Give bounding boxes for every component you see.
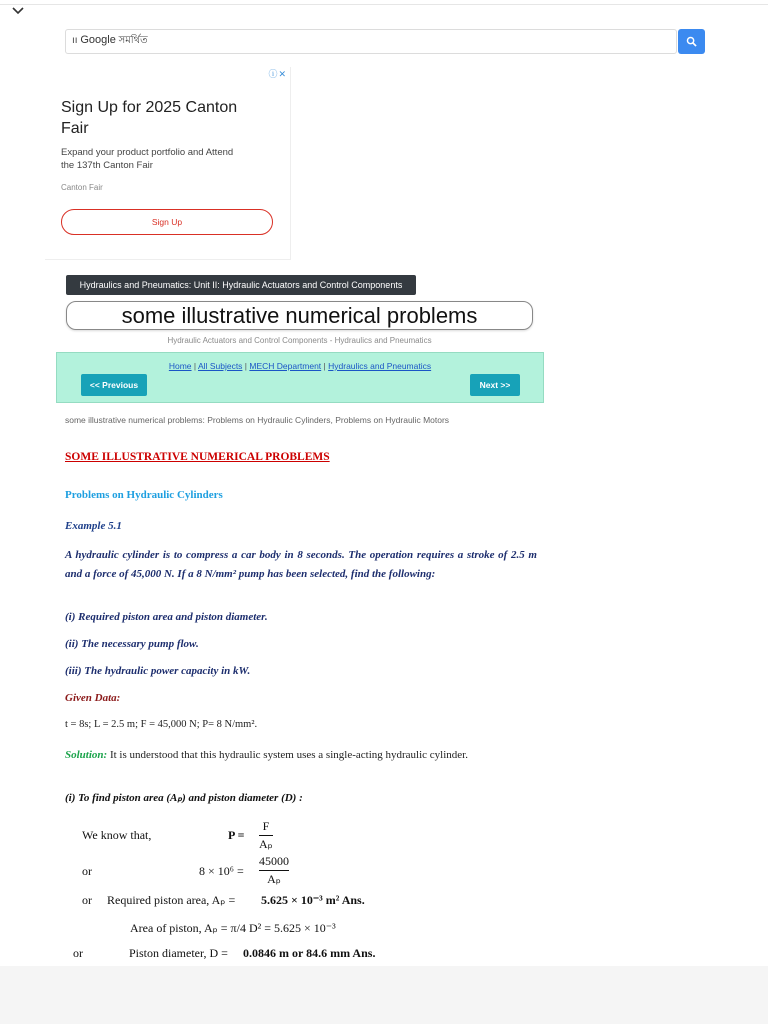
eq-or: or xyxy=(82,864,92,878)
given-data-label: Given Data: xyxy=(65,692,121,704)
search-button[interactable] xyxy=(678,29,705,54)
question-item: (ii) The necessary pump flow. xyxy=(65,638,199,650)
nav-box xyxy=(56,352,544,403)
question-item: (i) Required piston area and piston diameter. xyxy=(65,611,268,623)
ad-close-icon[interactable]: ⓘ✕ xyxy=(268,69,287,79)
question-text: A hydraulic cylinder is to compress a car body in 8 seconds. The operation requires a stroke of 2.5 m and a force of 45,000 N. If a 8 N/mm² pump has been selected, find the following: xyxy=(65,549,537,580)
eq-fraction: 45000 Aₚ xyxy=(259,854,289,886)
ad-advertiser: Canton Fair xyxy=(61,183,103,192)
nav-link-hydraulics[interactable]: Hydraulics and Pneumatics xyxy=(328,361,432,371)
eq-fraction: F Aₚ xyxy=(259,819,273,851)
page-footer-area xyxy=(0,966,768,1024)
nav-link-home[interactable]: Home xyxy=(168,361,192,371)
ad-description: Expand your product portfolio and Attend the 137th Canton Fair xyxy=(61,147,234,171)
eq-area-piston: Area of piston, Aₚ = π/4 D² = 5.625 × 10⁻³ xyxy=(130,921,336,935)
eq-required-area: Required piston area, Aₚ = xyxy=(107,893,236,907)
equation-image xyxy=(65,812,465,962)
next-button[interactable]: Next >> xyxy=(470,374,520,396)
nav-links: Home | All Subjects | MECH Department | Hydraulics and Pneumatics xyxy=(168,361,432,371)
nav-link-all-subjects[interactable]: All Subjects xyxy=(198,361,243,371)
search-icon xyxy=(686,36,697,47)
solution-text: Solution: It is understood that this hydraulic system uses a single-acting hydraulic cylinder. xyxy=(65,749,468,761)
eq-we-know: We know that, xyxy=(82,828,152,842)
page-summary: some illustrative numerical problems: Problems on Hydraulic Cylinders, Problems on Hydraulic Motors xyxy=(65,415,450,425)
eq-lhs: 8 × 10⁶ = xyxy=(199,864,244,878)
section-subheading: Problems on Hydraulic Cylinders xyxy=(65,489,223,501)
chevron-down-icon[interactable] xyxy=(10,4,26,18)
eq-p: P = xyxy=(228,828,245,842)
page-title: some illustrative numerical problems xyxy=(66,301,533,330)
example-label: Example 5.1 xyxy=(65,520,122,532)
question-item: (iii) The hydraulic power capacity in kW. xyxy=(65,665,251,677)
search-branding: ıı Google সমৰ্থিত xyxy=(72,34,148,46)
solution-label: Solution: xyxy=(65,749,108,761)
ad-title: Sign Up for 2025 Canton Fair xyxy=(61,99,238,137)
nav-link-mech-department[interactable]: MECH Department xyxy=(249,361,322,371)
top-border xyxy=(0,0,768,5)
eq-piston-diameter-value: 0.0846 m or 84.6 mm Ans. xyxy=(243,946,376,960)
eq-or: or xyxy=(82,893,92,907)
previous-button[interactable]: << Previous xyxy=(81,374,147,396)
eq-piston-diameter: Piston diameter, D = xyxy=(129,946,228,960)
eq-or: or xyxy=(73,946,83,960)
search-input[interactable] xyxy=(65,29,677,54)
find-line: (i) To find piston area (Aₚ) and piston diameter (D) : xyxy=(65,792,303,804)
given-data-values: t = 8s; L = 2.5 m; F = 45,000 N; P= 8 N/mm². xyxy=(65,719,258,730)
breadcrumb[interactable]: Hydraulics and Pneumatics: Unit II: Hydraulic Actuators and Control Components xyxy=(66,275,416,295)
ad-signup-button[interactable]: Sign Up xyxy=(61,209,273,235)
advertisement[interactable] xyxy=(45,67,291,260)
page-subtitle: Hydraulic Actuators and Control Components - Hydraulics and Pneumatics xyxy=(167,336,432,345)
section-heading: SOME ILLUSTRATIVE NUMERICAL PROBLEMS xyxy=(65,451,330,463)
eq-required-area-value: 5.625 × 10⁻³ m² Ans. xyxy=(261,893,365,907)
